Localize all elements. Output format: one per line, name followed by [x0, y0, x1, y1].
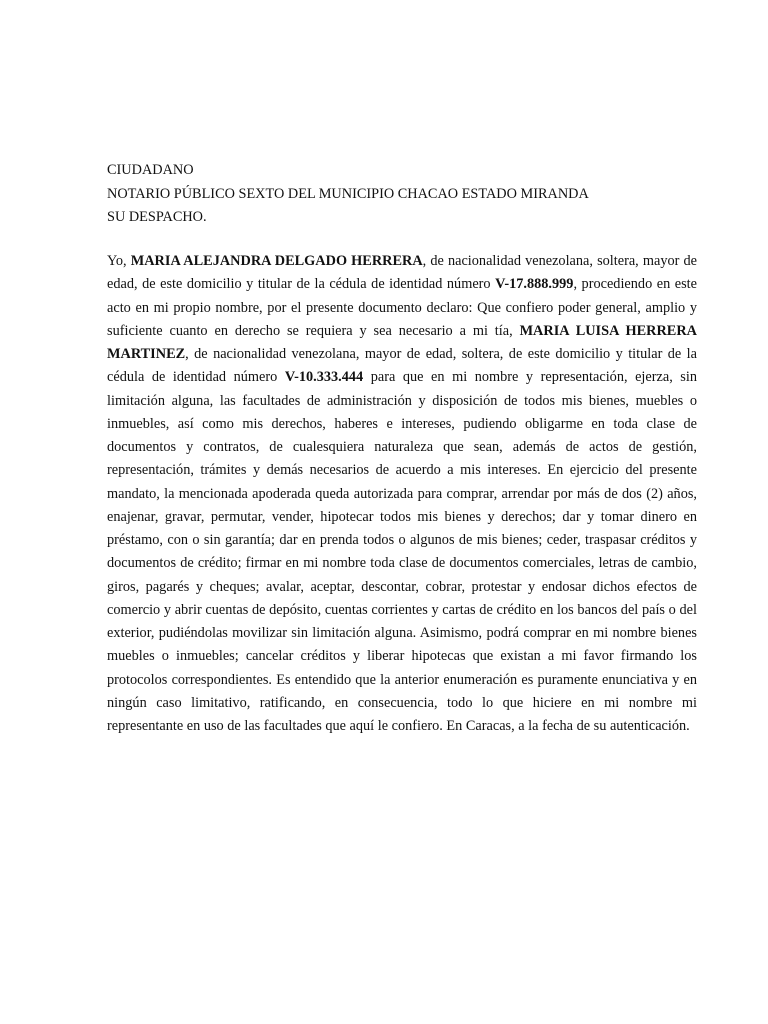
body-segment-5: para que en mi nombre y representación, ejerza, sin limitación alguna, las facultades de administración y disposición de todos mis bienes, muebles o inmuebles, así como mis derechos, haberes e intereses, pudiendo obligarme en toda clase de documentos y contratos, de cualesquiera naturaleza que sean, además de actos de gestión, representación, trámites y demás necesarios de acuerdo a mis intereses. En ejercicio del presente mandato, la mencionada apoderada queda autorizada para comprar, arrendar por más de dos (2) años, enajenar, gravar, permutar, vender, hipotecar todos mis bienes y derechos; dar y tomar dinero en préstamo, con o sin garantía; dar en prenda todos o algunos de mis bienes; ceder, traspasar créditos y documentos de crédito; firmar en mi nombre toda clase de documentos comerciales, letras de cambio, giros, pagarés y cheques; avalar, aceptar, descontar, cobrar, protestar y endosar dichos efectos de comercio y abrir cuentas de depósito, cuentas corrientes y cartas de crédito en los bancos del país o del exterior, pudiéndolas movilizar sin limitación alguna. Asimismo, podrá comprar en mi nombre bienes muebles o inmuebles; cancelar créditos y liberar hipotecas que existan a mi favor firmando los protocolos correspondientes. Es entendido que la anterior enumeración es puramente enunciativa y en ningún caso limitativo, ratificando, en consecuencia, todo lo que hiciere en mi nombre mi representante en uso de las facultades que aquí le confiero. En Caracas, a la fecha de su autenticación. [107, 369, 697, 734]
header-line-notario: NOTARIO PÚBLICO SEXTO DEL MUNICIPIO CHACAO ESTADO MIRANDA [107, 185, 589, 202]
grantor-name: MARIA ALEJANDRA DELGADO HERRERA [130, 253, 423, 269]
body-segment-3: , procediendo en este acto en mi propio nombre, por el presente documento declaro: Que confiero poder general, amplio y suficiente cuanto en derecho se requiera y sea necesario a mi tía, [107, 276, 697, 339]
attorney-name: MARIA LUISA HERRERA MARTINEZ [107, 322, 697, 362]
body-segment-1: Yo, [107, 253, 131, 269]
grantor-id-number: V-17.888.999 [495, 276, 574, 293]
body-segment-4: , de nacionalidad venezolana, mayor de edad, soltera, de este domicilio y titular de la cédula de identidad número [107, 346, 697, 386]
body-segment-2: , de nacionalidad venezolana, soltera, mayor de edad, de este domicilio y titular de la cédula de identidad número [107, 253, 697, 293]
attorney-id-number: V-10.333.444 [284, 369, 364, 386]
header-line-despacho: SU DESPACHO. [107, 209, 207, 225]
header-line-ciudadano: CIUDADANO [107, 162, 194, 178]
power-of-attorney-paragraph [107, 250, 697, 738]
addressee-header [107, 159, 667, 230]
